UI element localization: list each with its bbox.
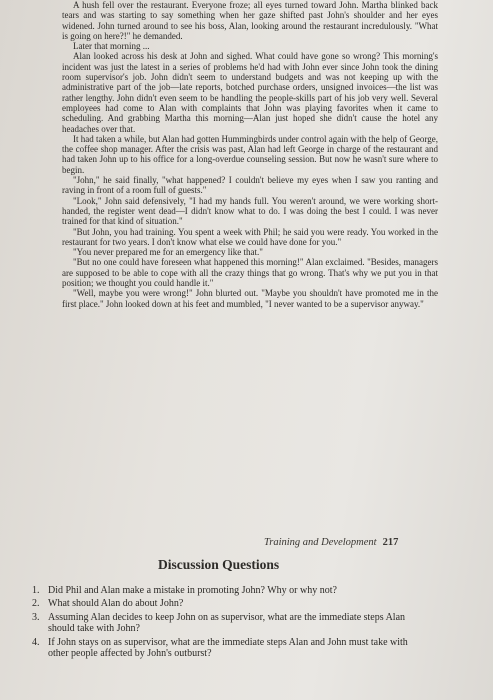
question-text: Did Phil and Alan make a mistake in promoting John? Why or why not? xyxy=(48,585,337,596)
paragraph: "Look," John said defensively, "I had my hands full. You weren't around, we were working short-handed, the register went dead—I didn't know what to do. I was doing the best I could. I was never trained for that kind of situation." xyxy=(62,195,438,227)
paragraph: It had taken a while, but Alan had gotten Hummingbirds under control again with the help of George, the coffee shop manager. After the crisis was past, Alan had left George in charge of the restaurant and had taken John up to his office for a long-overdue counseling session. But now he wasn't sure where to begin. xyxy=(62,133,438,175)
discussion-questions-list xyxy=(32,585,424,662)
list-item xyxy=(32,612,424,635)
running-head-title: Training and Development xyxy=(264,537,377,548)
question-text: Assuming Alan decides to keep John on as supervisor, what are the immediate steps Alan should take with John? xyxy=(48,611,406,635)
question-number: 4. xyxy=(32,636,40,648)
list-item xyxy=(32,598,424,609)
question-number: 3. xyxy=(32,611,40,623)
paragraph: "But no one could have foreseen what happened this morning!" Alan exclaimed. "Besides, managers are supposed to be able to cope with all the crazy things that go wrong. That's why we put you in that position; we thought you could handle it." xyxy=(62,257,438,289)
paragraph: A hush fell over the restaurant. Everyone froze; all eyes turned toward John. Martha blinked back tears and was starting to say something when her gaze shifted past John's shoulder and her eyes widened. John turned around to see his boss, Alan, looking around the restaurant incredulously. "What is going on here?!" he demanded. xyxy=(62,0,438,41)
page-number: 217 xyxy=(382,537,399,548)
paragraph: Alan looked across his desk at John and sighed. What could have gone so wrong? This morning's incident was just the latest in a series of problems he'd had with John ever since John took the dining room supervisor's job. John didn't seem to understand budgets and was not keeping up with the administrative part of the job—late reports, botched purchase orders, unsigned invoices—the list was rather lengthy. John didn't even seem to be handling the people-skills part of his job very well. Several employees had come to Alan with complaints that John was playing favorites when it came to scheduling. And grabbing Martha this morning—Alan just hoped she didn't cause the hotel any headaches over that. xyxy=(62,51,438,134)
paragraph: "Well, maybe you were wrong!" John blurted out. "Maybe you shouldn't have promoted me in the first place." John looked down at his feet and mumbled, "I never wanted to be a supervisor anyway." xyxy=(62,288,438,309)
question-number: 2. xyxy=(32,598,40,610)
list-item xyxy=(32,585,424,596)
question-text: If John stays on as supervisor, what are the immediate steps Alan and John must take with other people affected by John's outburst? xyxy=(48,636,408,660)
discussion-questions-heading: Discussion Questions xyxy=(158,557,280,572)
story-text xyxy=(62,0,438,309)
list-item xyxy=(32,637,424,660)
paragraph: "But John, you had training. You spent a week with Phil; he said you were ready. You worked in the restaurant for two years. I don't know what else we could have done for you." xyxy=(62,226,438,247)
running-head xyxy=(264,537,398,548)
paragraph: "John," he said finally, "what happened? I couldn't believe my eyes when I saw you ranting and raving in front of a room full of guests." xyxy=(62,175,438,196)
paragraph: "You never prepared me for an emergency like that." xyxy=(73,247,263,258)
question-text: What should Alan do about John? xyxy=(48,598,184,610)
question-number: 1. xyxy=(32,585,40,596)
paragraph: Later that morning ... xyxy=(73,41,150,52)
